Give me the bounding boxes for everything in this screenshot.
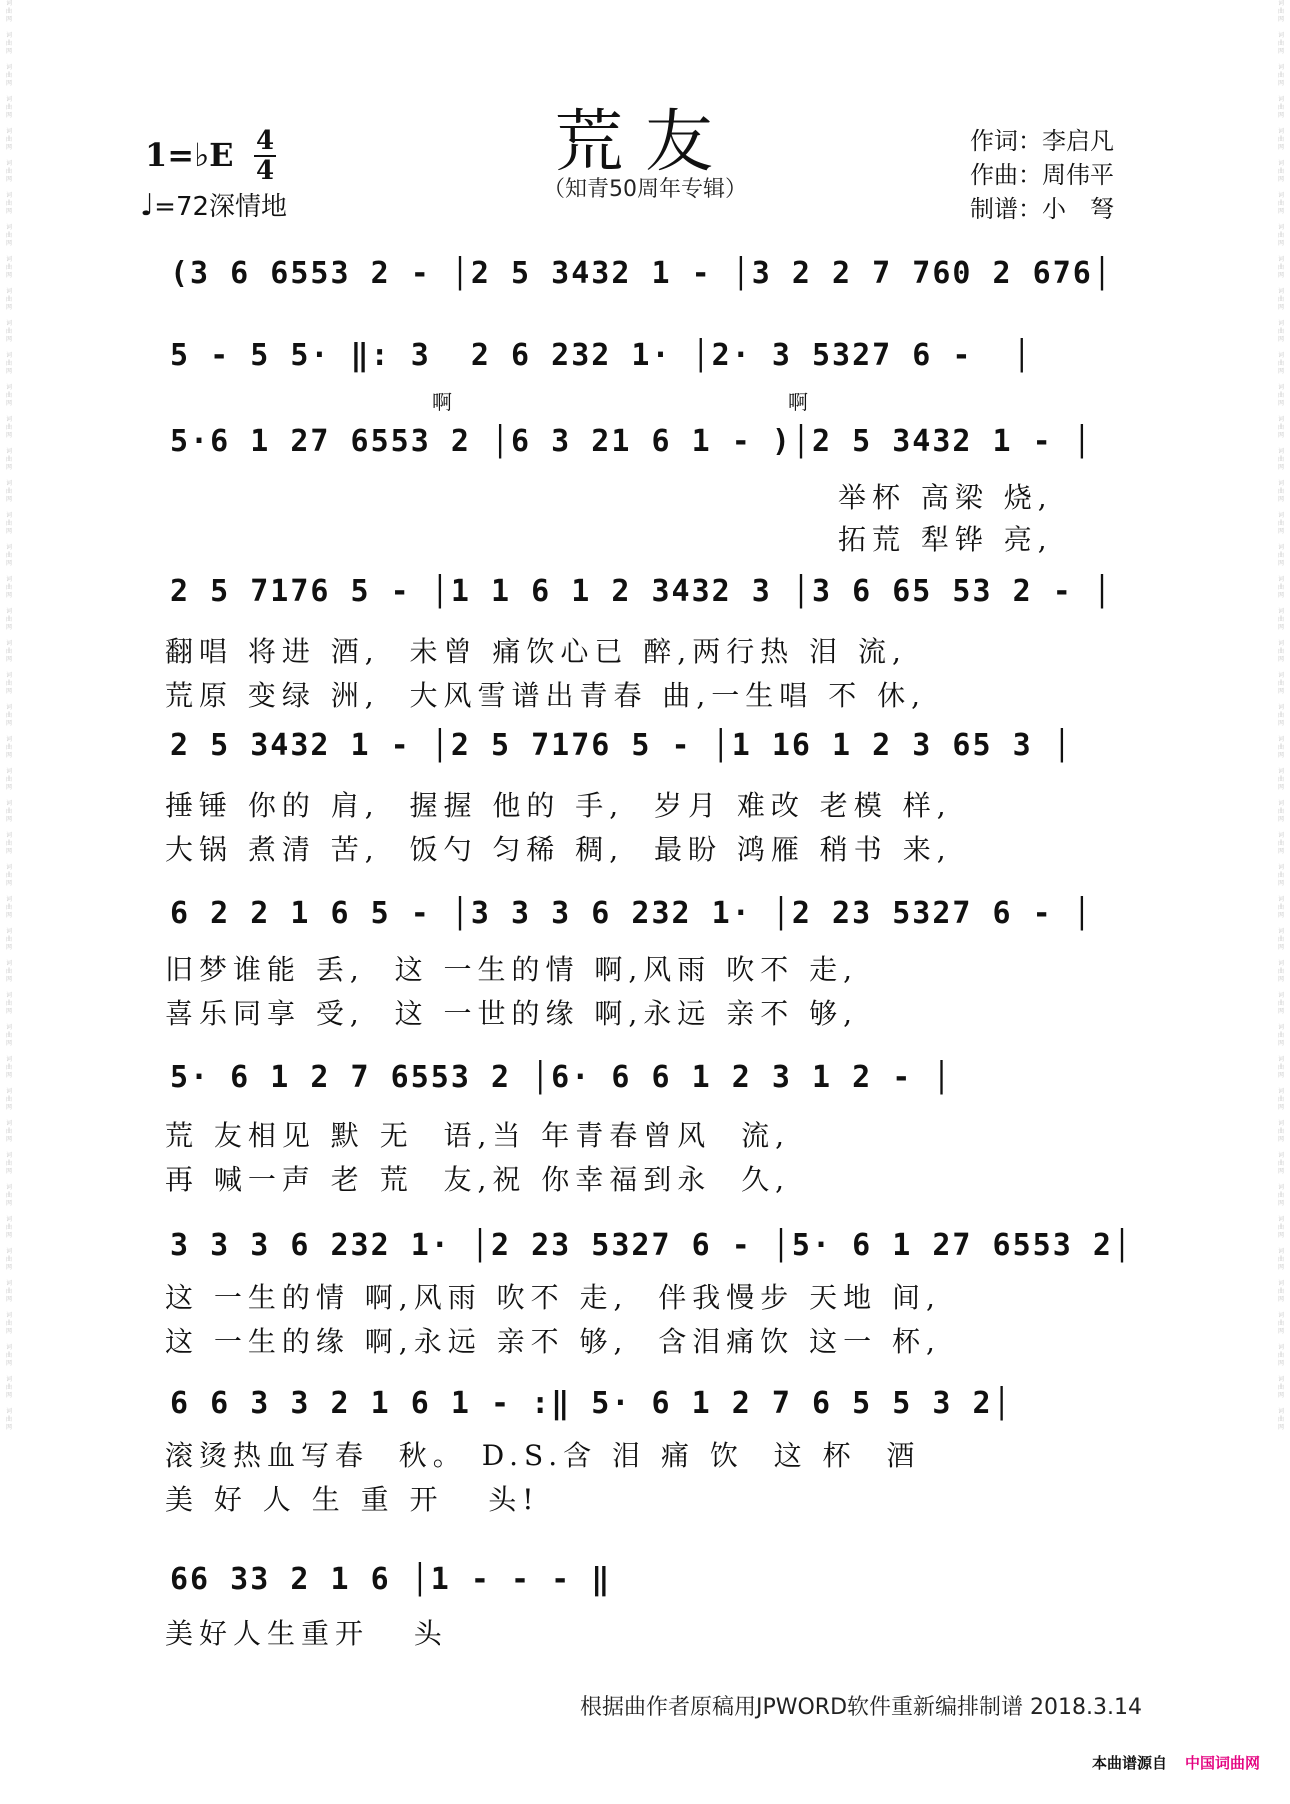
source-label: 本曲谱源自 (1091, 1754, 1167, 1772)
lyric-line-3b: 拓荒 犁铧 亮, (838, 523, 1053, 556)
song-subtitle: （知青50周年专辑） (543, 177, 747, 202)
lyric-line-5b: 大锅 煮清 苦, 饭勺 匀稀 稠, 最盼 鸿雁 稍书 来, (165, 833, 952, 866)
notation-line-5: 2 5 3432 1 - │2 5 7176 5 - │1 16 1 2 3 65 3 │ (170, 728, 1073, 763)
notation-line-6: 6 2 2 1 6 5 - │3 3 3 6 232 1· │2 23 5327 6 - │ (170, 896, 1093, 931)
notation-line-4: 2 5 7176 5 - │1 1 6 1 2 3432 3 │3 6 65 53 2 - │ (170, 574, 1113, 609)
source-credit (1092, 1752, 1260, 1773)
lyric-line-4a: 翻唱 将进 酒, 未曾 痛饮心已 醉,两行热 泪 流, (165, 635, 907, 668)
source-site-link[interactable]: 中国词曲网 (1184, 1754, 1260, 1772)
notation-line-9: 6 6 3 3 2 1 6 1 - :‖ 5· 6 1 2 7 6 5 5 3 2│ (170, 1386, 1013, 1421)
side-watermark-right: 词 曲 网 词 曲 网 词 曲 网 词 曲 网 词 曲 网 词 曲 网 词 曲 网 词 曲 网 词 曲 网 词 曲 网 词 曲 网 词 曲 网 词 曲 网 词 曲 网 词 曲 网 词 曲 网 词 曲 网 词 曲 网 词 曲 网 词 曲 网 词 曲 网 词 曲 网 词 曲 网 词 曲 网 词 曲 网 词 曲 网 词 曲 网 词 曲 网 词 曲 网 词 曲 网 词 曲 网 词 曲 网 词 曲 网 词 曲 网 词 曲 网 词 曲 网 词 曲 网 词 曲 网 词 曲 网 词 曲 网 词 曲 网 词 曲 网 词 曲 网 词 曲 网 词 曲 网 (1277, 0, 1284, 1431)
notation-line-8: 3 3 3 6 232 1· │2 23 5327 6 - │5· 6 1 27 6553 2│ (170, 1228, 1133, 1263)
song-title: 荒友 (554, 103, 735, 182)
lyric-line-8b: 这 一生的缘 啊,永远 亲不 够, 含泪痛饮 这一 杯, (165, 1325, 941, 1358)
lyric-line-6a: 旧梦谁能 丢, 这 一生的情 啊,风雨 吹不 走, (165, 953, 859, 986)
lyric-line-7b: 再 喊一声 老 荒 友,祝 你幸福到永 久, (165, 1163, 791, 1196)
lyric-line-6b: 喜乐同享 受, 这 一世的缘 啊,永远 亲不 够, (165, 997, 859, 1030)
quarter-note-icon: ♩ (140, 188, 155, 223)
notation-line-7: 5· 6 1 2 7 6553 2 │6· 6 6 1 2 3 1 2 - │ (170, 1060, 953, 1095)
notation-line-1: (3 6 6553 2 - │2 5 3432 1 - │3 2 2 7 760 2 676│ (170, 256, 1113, 291)
lyric-line-8a: 这 一生的情 啊,风雨 吹不 走, 伴我慢步 天地 间, (165, 1281, 941, 1314)
lyric-line-3a: 举杯 高梁 烧, (838, 481, 1053, 514)
key-signature: 1=♭E (145, 136, 234, 174)
lyric-line-4b: 荒原 变绿 洲, 大风雪谱出青春 曲,一生唱 不 休, (165, 679, 927, 712)
time-bottom: 4 (255, 156, 275, 186)
composer: 作曲：周伟平 (970, 161, 1114, 189)
lyric-ah-2: 啊 (788, 390, 808, 414)
credits (970, 124, 1114, 226)
engraving-note: 根据曲作者原稿用JPWORD软件重新编排制谱 2018.3.14 (579, 1695, 1142, 1720)
time-top: 4 (255, 126, 275, 156)
lyric-line-9a: 滚烫热血写春 秋。 D.S.含 泪 痛 饮 这 杯 酒 (165, 1439, 921, 1472)
lyric-line-5a: 捶锤 你的 肩, 握握 他的 手, 岁月 难改 老模 样, (165, 789, 952, 822)
lyricist: 作词：李启凡 (970, 127, 1114, 155)
notation-line-2: 5 - 5 5· ‖: 3 2 6 232 1· │2· 3 5327 6 - │ (170, 338, 1033, 373)
tempo-text: =72深情地 (154, 192, 288, 222)
lyric-ah-1: 啊 (432, 390, 452, 414)
transcriber: 制谱：小 弩 (970, 195, 1114, 223)
notation-line-3: 5·6 1 27 6553 2 │6 3 21 6 1 - )│2 5 3432 1 - │ (170, 424, 1093, 459)
side-watermark-left: 词 曲 网 词 曲 网 词 曲 网 词 曲 网 词 曲 网 词 曲 网 词 曲 网 词 曲 网 词 曲 网 词 曲 网 词 曲 网 词 曲 网 词 曲 网 词 曲 网 词 曲 网 词 曲 网 词 曲 网 词 曲 网 词 曲 网 词 曲 网 词 曲 网 词 曲 网 词 曲 网 词 曲 网 词 曲 网 词 曲 网 词 曲 网 词 曲 网 词 曲 网 词 曲 网 词 曲 网 词 曲 网 词 曲 网 词 曲 网 词 曲 网 词 曲 网 词 曲 网 词 曲 网 词 曲 网 词 曲 网 词 曲 网 词 曲 网 词 曲 网 词 曲 网 词 曲 网 (5, 0, 12, 1431)
lyric-line-10: 美好人生重开 头 (165, 1617, 448, 1650)
lyric-line-7a: 荒 友相见 默 无 语,当 年青春曾风 流, (165, 1119, 791, 1152)
lyric-line-9b: 美 好 人 生 重 开 头! (165, 1483, 540, 1516)
notation-line-10: 66 33 2 1 6 │1 - - - ‖ (170, 1562, 612, 1597)
